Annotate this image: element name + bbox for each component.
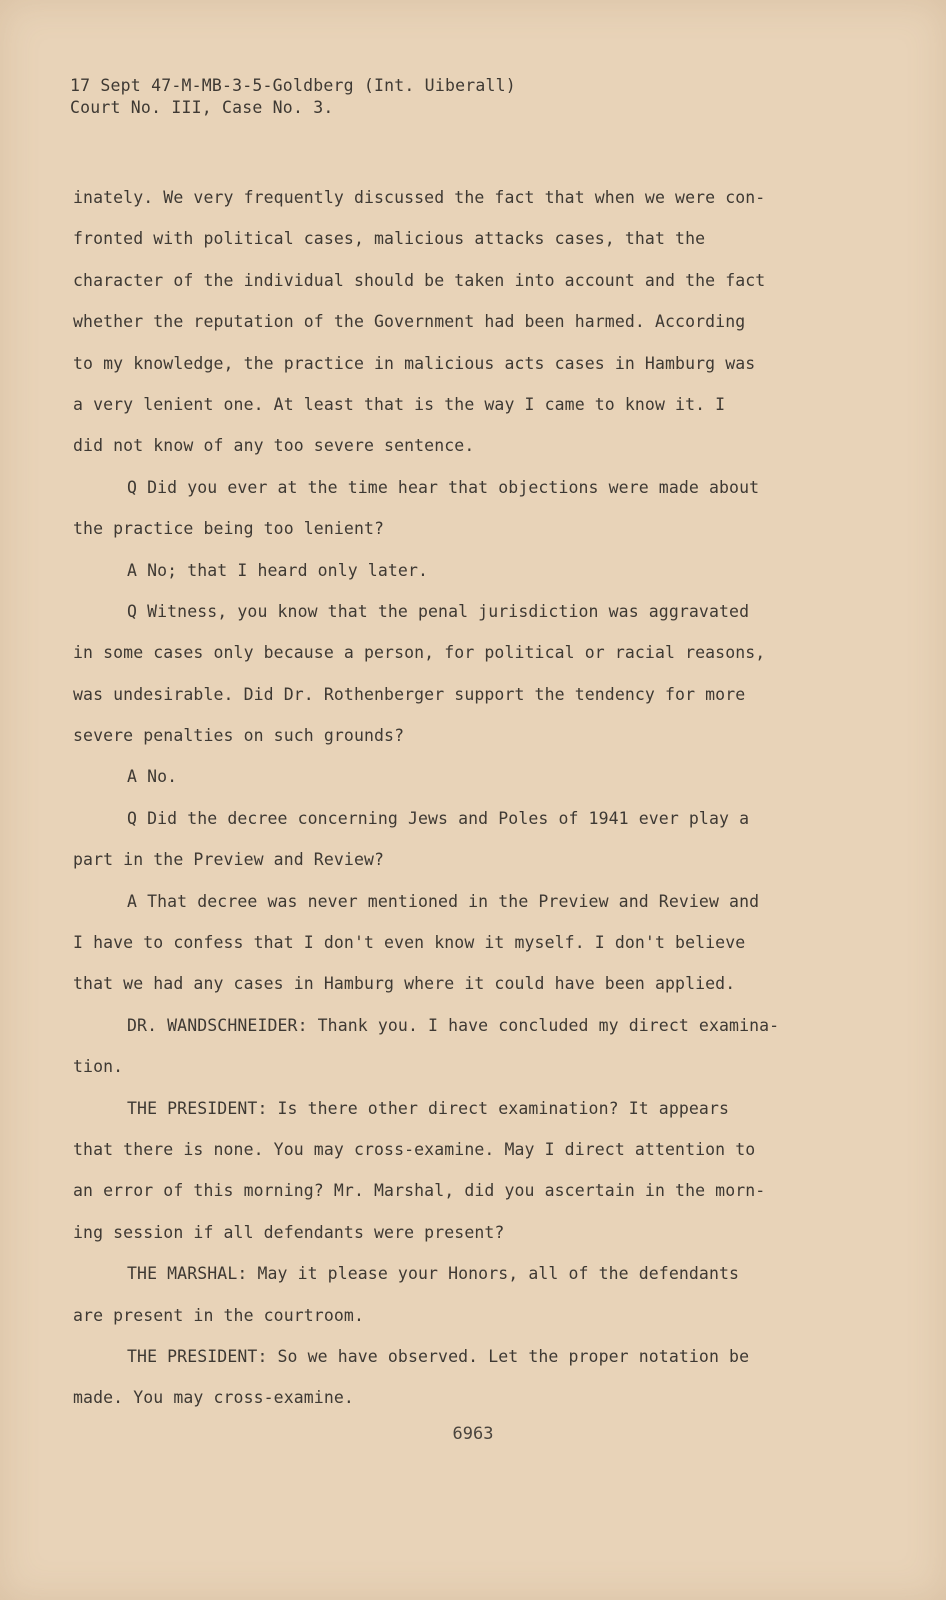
transcript-line: whether the reputation of the Government had been harmed. According [73, 312, 746, 332]
transcript-line: an error of this morning? Mr. Marshal, did you ascertain in the morn- [73, 1181, 766, 1201]
transcript-line: ing session if all defendants were present? [73, 1222, 505, 1242]
transcript-line: that there is none. You may cross-examine. May I direct attention to [73, 1139, 756, 1159]
transcript-line: to my knowledge, the practice in malicious acts cases in Hamburg was [73, 353, 756, 373]
document-header [70, 75, 516, 119]
transcript-line: THE PRESIDENT: So we have observed. Let the proper notation be [127, 1346, 750, 1366]
header-line-2: Court No. III, Case No. 3. [70, 98, 334, 117]
transcript-line: DR. WANDSCHNEIDER: Thank you. I have concluded my direct examina- [127, 1015, 780, 1035]
transcript-line: Q Witness, you know that the penal jurisdiction was aggravated [127, 601, 750, 621]
transcript-line: made. You may cross-examine. [73, 1388, 354, 1408]
header-line-1: 17 Sept 47-M-MB-3-5-Goldberg (Int. Uiberall) [70, 76, 516, 95]
transcript-line: fronted with political cases, malicious attacks cases, that the [73, 229, 706, 249]
transcript-line: THE PRESIDENT: Is there other direct examination? It appears [127, 1098, 730, 1118]
transcript-line: A No; that I heard only later. [127, 560, 429, 580]
transcript-line: I have to confess that I don't even know it myself. I don't believe [73, 933, 746, 953]
transcript-body [73, 177, 893, 1419]
transcript-line: A That decree was never mentioned in the Preview and Review and [127, 891, 760, 911]
page-number: 6963 [452, 1424, 494, 1444]
transcript-line: A No. [127, 767, 178, 787]
transcript-line: a very lenient one. At least that is the way I came to know it. I [73, 394, 726, 414]
transcript-line: Q Did the decree concerning Jews and Poles of 1941 ever play a [127, 808, 750, 828]
transcript-line: character of the individual should be taken into account and the fact [73, 270, 766, 290]
transcript-line: did not know of any too severe sentence. [73, 436, 475, 456]
transcript-line: Q Did you ever at the time hear that objections were made about [127, 477, 760, 497]
transcript-line: was undesirable. Did Dr. Rothenberger support the tendency for more [73, 684, 746, 704]
transcript-line: severe penalties on such grounds? [73, 726, 405, 746]
transcript-line: are present in the courtroom. [73, 1305, 364, 1325]
transcript-line: in some cases only because a person, for political or racial reasons, [73, 643, 766, 663]
transcript-line: inately. We very frequently discussed the fact that when we were con- [73, 188, 766, 207]
transcript-line: that we had any cases in Hamburg where it could have been applied. [73, 974, 736, 994]
transcript-line: tion. [73, 1057, 124, 1077]
transcript-line: part in the Preview and Review? [73, 850, 385, 870]
transcript-line: THE MARSHAL: May it please your Honors, all of the defendants [127, 1264, 740, 1284]
transcript-line: the practice being too lenient? [73, 519, 385, 539]
